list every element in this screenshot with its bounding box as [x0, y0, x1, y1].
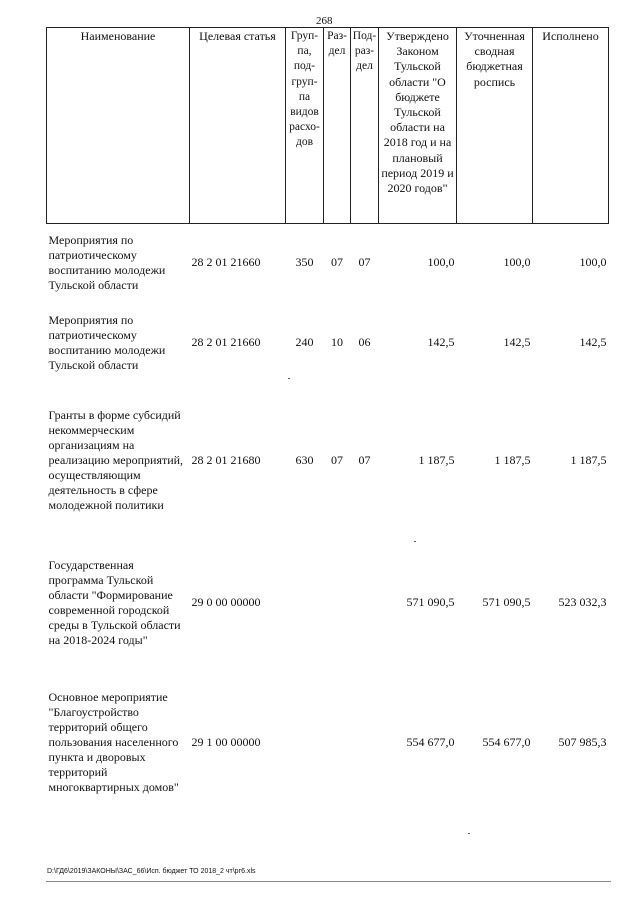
row-revised: 142,5 — [503, 335, 531, 349]
row-subsection: 07 — [358, 255, 371, 270]
row-expense-group: 240 — [295, 335, 314, 349]
row-subsection — [351, 538, 379, 668]
row-expense-group: 350 — [295, 255, 314, 270]
page-number: 268 — [316, 15, 333, 27]
row-name: Гранты в форме субсидий некоммерческим организациям на реализацию мероприятий, осуществляющим деятельность в сфере молодежной политики — [48, 408, 184, 512]
row-executed: 523 032,3 — [558, 595, 607, 609]
table-row — [47, 302, 609, 384]
row-subsection: 07 — [358, 453, 371, 467]
header-expense-group: Груп-па, под-груп-па видов расхо-дов — [286, 28, 324, 224]
row-name: Основное мероприятие "Благоустройство территорий общего пользования населенного пункта и дворовых территорий многоквартирных домов" — [48, 690, 179, 794]
table-row — [47, 384, 609, 538]
header-subsection: Под-раз-дел — [351, 28, 379, 224]
row-target-item: 29 0 00 00000 — [191, 595, 261, 609]
scan-speck — [414, 541, 416, 542]
header-name: Наименование — [47, 28, 190, 224]
row-revised: 100,0 — [503, 255, 531, 270]
row-approved: 571 090,5 — [406, 595, 455, 609]
row-section: 07 — [331, 453, 343, 467]
header-target-item: Целевая статья — [190, 28, 286, 224]
row-target-item: 28 2 01 21680 — [191, 453, 261, 467]
row-expense-group: 630 — [295, 453, 314, 467]
row-expense-group — [286, 668, 324, 818]
header-section: Раз-дел — [324, 28, 351, 224]
row-name: Государственная программа Тульской области "Формирование современной городской среды в Тульской области на 2018-2024 годы" — [48, 557, 181, 647]
row-target-item: 28 2 01 21660 — [191, 255, 261, 270]
header-executed: Исполнено — [533, 28, 609, 224]
table-row — [47, 538, 609, 668]
header-revised: Уточненная сводная бюджетная роспись — [457, 28, 533, 224]
header-approved: Утверждено Законом Тульской области "О бюджете Тульской области на 2018 год и на плановый период 2019 и 2020 годов" — [379, 28, 457, 224]
row-target-item: 28 2 01 21660 — [191, 335, 261, 349]
row-approved: 554 677,0 — [406, 735, 455, 749]
row-approved: 1 187,5 — [418, 453, 455, 467]
row-name: Мероприятия по патриотическому воспитанию молодежи Тульской области — [48, 232, 166, 292]
row-expense-group — [286, 538, 324, 668]
table-row — [47, 668, 609, 818]
row-section — [324, 538, 351, 668]
file-path-footer: D:\ГД6\2019\ЗАКОНЫ\ЗАС_66\Исп. бюджет ТО 2018_2 чт\рг6.xls — [47, 868, 256, 875]
row-executed: 507 985,3 — [558, 735, 607, 749]
table-row — [47, 224, 609, 302]
budget-execution-table — [46, 27, 609, 818]
scan-speck — [468, 833, 470, 834]
row-approved: 100,0 — [427, 255, 455, 270]
row-executed: 1 187,5 — [570, 453, 607, 467]
row-revised: 571 090,5 — [482, 595, 531, 609]
row-subsection — [351, 668, 379, 818]
row-executed: 100,0 — [579, 255, 607, 270]
row-section — [324, 668, 351, 818]
row-executed: 142,5 — [579, 335, 607, 349]
row-revised: 554 677,0 — [482, 735, 531, 749]
row-subsection: 06 — [358, 335, 371, 349]
row-revised: 1 187,5 — [494, 453, 531, 467]
header-row — [47, 28, 609, 224]
scan-speck — [288, 378, 290, 379]
footer-divider — [46, 881, 611, 882]
row-name: Мероприятия по патриотическому воспитанию молодежи Тульской области — [48, 312, 166, 372]
row-target-item: 29 1 00 00000 — [191, 735, 261, 749]
row-section: 10 — [331, 335, 343, 349]
row-section: 07 — [331, 255, 343, 270]
row-approved: 142,5 — [427, 335, 455, 349]
